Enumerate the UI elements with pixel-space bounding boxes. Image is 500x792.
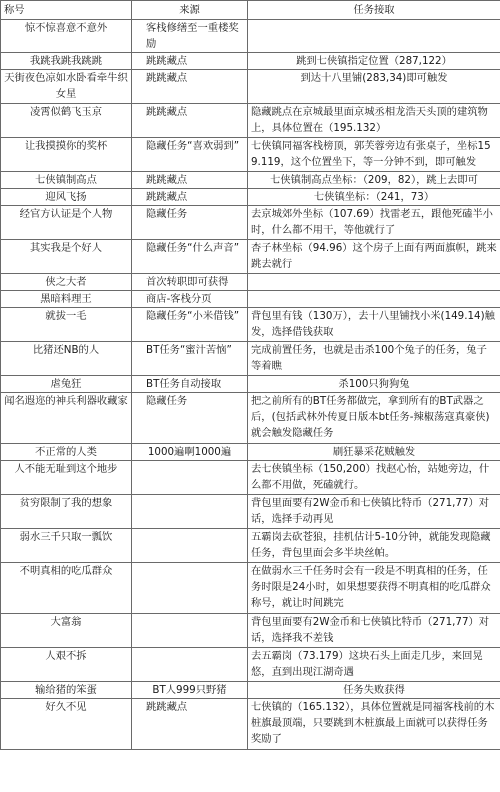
task-cell: 七侠镇同福客栈榜顶，郭芙蓉旁边有张桌子，坐标159.119，这个位置坐下，等一分钟不到，即可触发: [248, 138, 500, 172]
table-row: [1, 682, 500, 699]
title-cell: 我跳我跳我跳跳: [1, 53, 132, 70]
title-cell: 好久不见: [1, 699, 132, 750]
header-row: [1, 1, 500, 20]
task-cell: 到达十八里铺(283,34)即可触发: [248, 70, 500, 104]
title-cell: 虐兔狂: [1, 376, 132, 393]
source-cell: 跳跳藏点: [132, 189, 248, 206]
source-cell: [132, 563, 248, 614]
header-task: 任务接取: [248, 1, 500, 20]
table-row: [1, 189, 500, 206]
source-cell: 隐藏任务“小米借钱”: [132, 308, 248, 342]
table-row: [1, 444, 500, 461]
source-cell: 隐藏任务“什么声音”: [132, 240, 248, 274]
task-cell: [248, 291, 500, 308]
table-row: [1, 308, 500, 342]
source-cell: 跳跳藏点: [132, 104, 248, 138]
task-cell: 完成前置任务，也就是击杀100个兔子的任务，兔子等着瞧: [248, 342, 500, 376]
task-cell: 背包里面要有2W金币和七侠镇比特币（271,77）对话，选择手动再见: [248, 495, 500, 529]
title-cell: 不明真相的吃瓜群众: [1, 563, 132, 614]
source-cell: 跳跳藏点: [132, 53, 248, 70]
source-cell: BT任务“蜜汁苦恼”: [132, 342, 248, 376]
table-row: [1, 20, 500, 53]
table-row: [1, 699, 500, 750]
task-cell: 七侠镇的（165.132），具体位置就是同福客栈前的木桩旗最顶端，只要跳到木桩旗最上面就可以获得任务奖励了: [248, 699, 500, 750]
title-cell: 人不能无耻到这个地步: [1, 461, 132, 495]
header-source: 来源: [132, 1, 248, 20]
task-cell: 杏子林坐标（94.96）这个房子上面有两面旗帜，跳来跳去就行: [248, 240, 500, 274]
task-cell: [248, 274, 500, 291]
source-cell: 1000遍啊1000遍: [132, 444, 248, 461]
title-cell: 天街夜色凉如水卧看牵牛织女星: [1, 70, 132, 104]
source-cell: 隐藏任务: [132, 206, 248, 240]
title-cell: 弱水三千只取一瓢饮: [1, 529, 132, 563]
task-cell: 去五霸岗（73.179）这块石头上面走几步，来回晃悠，直到出现江湖奇遇: [248, 648, 500, 682]
source-cell: 客栈修缮至一重楼奖励: [132, 20, 248, 53]
table-row: [1, 240, 500, 274]
task-cell: 杀100只狗狗兔: [248, 376, 500, 393]
title-cell: 凌霄似鹤飞玉京: [1, 104, 132, 138]
task-cell: 去京城郊外坐标（107.69）找雷老五，跟他死磕半小时，什么都不用干，等他就行了: [248, 206, 500, 240]
task-cell: 五霸岗去砍苍狼，挂机估计5-10分钟，就能发现隐藏任务，背包里面会多半块丝帕。: [248, 529, 500, 563]
table-row: [1, 104, 500, 138]
title-cell: 经官方认证是个人物: [1, 206, 132, 240]
title-cell: 输给猪的笨蛋: [1, 682, 132, 699]
source-cell: 跳跳藏点: [132, 172, 248, 189]
title-cell: 七侠镇制高点: [1, 172, 132, 189]
title-cell: 让我摸摸你的奖杯: [1, 138, 132, 172]
source-cell: 跳跳藏点: [132, 699, 248, 750]
task-cell: [248, 20, 500, 53]
table-row: [1, 274, 500, 291]
header-title: 称号: [1, 1, 132, 20]
title-cell: 闻名遐迩的神兵利器收藏家: [1, 393, 132, 444]
task-cell: 任务失败获得: [248, 682, 500, 699]
table-row: [1, 342, 500, 376]
table-row: [1, 376, 500, 393]
title-cell: 贫穷限制了我的想象: [1, 495, 132, 529]
title-cell: 其实我是个好人: [1, 240, 132, 274]
task-cell: 在做弱水三千任务时会有一段是不明真相的任务，任务时限是24小时，如果想要获得不明真相的吃瓜群众称号，就让时间跳完: [248, 563, 500, 614]
title-cell: 惊不惊喜意不意外: [1, 20, 132, 53]
title-cell: 黑暗料理王: [1, 291, 132, 308]
table-row: [1, 495, 500, 529]
title-cell: 迎风飞扬: [1, 189, 132, 206]
source-cell: 隐藏任务“喜欢弱到”: [132, 138, 248, 172]
table-row: [1, 614, 500, 648]
task-cell: 七侠镇坐标：（241，73）: [248, 189, 500, 206]
table-row: [1, 138, 500, 172]
task-cell: 背包里有钱（130万），去十八里铺找小米(149.14)触发，选择借钱获取: [248, 308, 500, 342]
task-cell: 背包里面要有2W金币和七侠镇比特币（271,77）对话，选择我不差钱: [248, 614, 500, 648]
source-cell: [132, 648, 248, 682]
title-cell: 比猪还NB的人: [1, 342, 132, 376]
title-cell: 侠之大者: [1, 274, 132, 291]
title-cell: 不正常的人类: [1, 444, 132, 461]
table-row: [1, 648, 500, 682]
table-row: [1, 53, 500, 70]
task-cell: 刷狂暴采花贼触发: [248, 444, 500, 461]
table-row: [1, 206, 500, 240]
source-cell: 隐藏任务: [132, 393, 248, 444]
task-cell: 把之前所有的BT任务都做完，拿到所有的BT武器之后，(包括武林外传夏日版本bt任务-辣椒荡寇真豪侠)就会触发隐藏任务: [248, 393, 500, 444]
title-cell: 人艰不拆: [1, 648, 132, 682]
table-row: [1, 563, 500, 614]
source-cell: [132, 529, 248, 563]
source-cell: [132, 461, 248, 495]
source-cell: 商店-客栈分页: [132, 291, 248, 308]
table-row: [1, 393, 500, 444]
table-row: [1, 461, 500, 495]
task-cell: 隐藏跳点在京城最里面京城丞相龙浩天头顶的建筑物上，具体位置在（195.132）: [248, 104, 500, 138]
source-cell: [132, 614, 248, 648]
table-row: [1, 529, 500, 563]
table-row: [1, 172, 500, 189]
source-cell: 首次转职即可获得: [132, 274, 248, 291]
table-row: [1, 70, 500, 104]
source-cell: BT任务自动接取: [132, 376, 248, 393]
source-cell: 跳跳藏点: [132, 70, 248, 104]
title-cell: 就拔一毛: [1, 308, 132, 342]
source-cell: BT人999只野猪: [132, 682, 248, 699]
task-cell: 跳到七侠镇指定位置（287,122）: [248, 53, 500, 70]
title-cell: 大富翁: [1, 614, 132, 648]
task-cell: 七侠镇制高点坐标：（209，82），跳上去即可: [248, 172, 500, 189]
source-cell: [132, 495, 248, 529]
task-cell: 去七侠镇坐标（150,200）找赵心怡，站她旁边，什么都不用做，死磕就行。: [248, 461, 500, 495]
table-row: [1, 291, 500, 308]
